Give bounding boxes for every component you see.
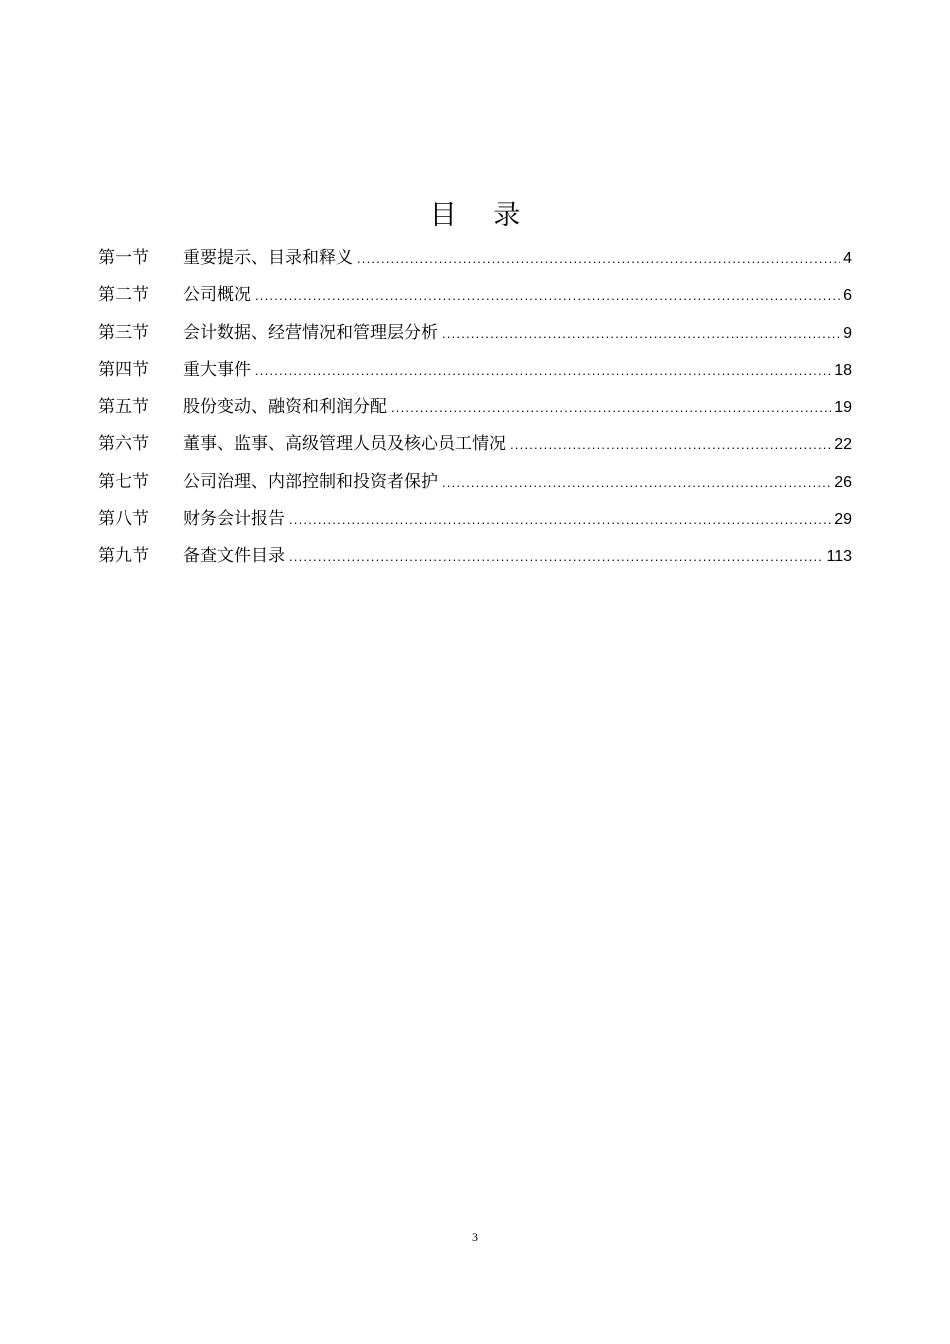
toc-dot-leader xyxy=(289,538,823,575)
toc-entry-9[interactable] xyxy=(98,538,852,575)
toc-dot-leader xyxy=(255,352,831,389)
toc-page-number: 6 xyxy=(843,287,852,305)
toc-entry-label: 备查文件目录 xyxy=(183,546,285,567)
toc-section-number: 第八节 xyxy=(98,509,149,530)
toc-page-number: 22 xyxy=(834,436,852,454)
toc-dot-leader xyxy=(289,501,831,538)
toc-section-number: 第四节 xyxy=(98,359,149,380)
toc-entry-2[interactable] xyxy=(98,277,852,314)
toc-entry-3[interactable] xyxy=(98,315,852,352)
toc-entry-4[interactable] xyxy=(98,352,852,389)
toc-dot-leader xyxy=(442,464,831,501)
toc-entry-label: 重大事件 xyxy=(183,359,251,380)
toc-section-number: 第七节 xyxy=(98,471,149,492)
toc-page-number: 18 xyxy=(834,361,852,379)
toc-dot-leader xyxy=(357,240,840,277)
toc-entry-7[interactable] xyxy=(98,464,852,501)
toc-entry-label: 股份变动、融资和利润分配 xyxy=(183,397,387,418)
toc-page-number: 113 xyxy=(826,548,852,566)
toc-page-number: 9 xyxy=(843,324,852,342)
toc-section-number: 第九节 xyxy=(98,546,149,567)
toc-section-number: 第二节 xyxy=(98,285,149,306)
toc-entry-5[interactable] xyxy=(98,389,852,426)
table-of-contents xyxy=(98,240,852,576)
page-title: 目 录 xyxy=(429,200,535,231)
toc-page-number: 19 xyxy=(834,399,852,417)
toc-dot-leader xyxy=(255,277,840,314)
toc-entry-8[interactable] xyxy=(98,501,852,538)
toc-page-number: 26 xyxy=(834,473,852,491)
toc-entry-label: 会计数据、经营情况和管理层分析 xyxy=(183,322,438,343)
toc-entry-label: 重要提示、目录和释义 xyxy=(183,248,353,268)
toc-section-number: 第五节 xyxy=(98,397,149,418)
page-footer-number: 3 xyxy=(472,1230,478,1244)
toc-entry-label: 董事、监事、高级管理人员及核心员工情况 xyxy=(183,434,506,455)
toc-section-number: 第六节 xyxy=(98,434,149,455)
toc-page-number: 4 xyxy=(843,250,852,267)
toc-entry-label: 公司概况 xyxy=(183,285,251,306)
toc-page-number: 29 xyxy=(834,511,852,529)
toc-entry-6[interactable] xyxy=(98,426,852,463)
toc-dot-leader xyxy=(510,426,831,463)
toc-dot-leader xyxy=(442,315,840,352)
toc-section-number: 第一节 xyxy=(98,248,149,268)
toc-dot-leader xyxy=(391,389,831,426)
toc-entry-label: 公司治理、内部控制和投资者保护 xyxy=(183,471,438,492)
toc-section-number: 第三节 xyxy=(98,322,149,343)
toc-entry-1[interactable] xyxy=(98,240,852,277)
toc-entry-label: 财务会计报告 xyxy=(183,509,285,530)
